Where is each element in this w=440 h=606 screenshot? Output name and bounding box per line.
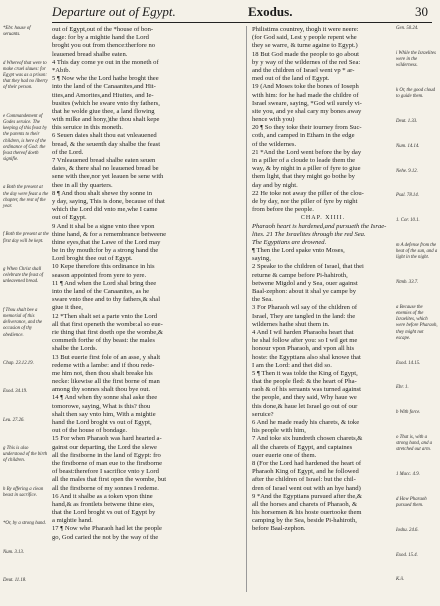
- text-line: sene with thee,nor yet leauen be sene with: [52, 173, 164, 181]
- text-line: 15 For when Pharaoh was hard hearted a-: [52, 435, 162, 443]
- text-line: thine eyes,that the Lawe of the Lord may: [52, 238, 161, 246]
- text-line: all the charets of Egypt, and captaines: [252, 443, 353, 451]
- text-line: tites,and Amorites,and Hiuites, and Ie-: [52, 91, 154, 99]
- margin-note: d How Pharaoh pursued them.: [396, 496, 427, 509]
- text-line: of beast:therefore I sacrifice vnto y Lord: [52, 468, 159, 476]
- text-line: by y way of the wildernes of the red Sea:: [252, 58, 361, 66]
- text-line: honour vpon Pharaoh, and vpon all his: [252, 345, 355, 353]
- margin-note: o That is, with a strong hand, and a stretched out arm.: [396, 434, 433, 453]
- text-line: with milke and hony,)the thou shalt kepe: [52, 116, 160, 124]
- text-line: redeme with a lambe: and if thou rede-: [52, 361, 155, 369]
- text-line: after the children of Israel: but the chil-: [252, 476, 356, 484]
- text-line: 9 And it shal be a signe vnto thee vpon: [52, 222, 155, 230]
- text-line: 12 *Then shalt set a parte vnto the Lord: [52, 312, 158, 320]
- text-line: his horsemen & his hoste ouertooke them: [252, 509, 362, 517]
- text-line: his people with him,: [252, 427, 306, 435]
- text-line: out of the house of bondage.: [52, 427, 128, 435]
- text-line: necke: likewise all the first borne of man: [52, 378, 160, 386]
- text-line: out of Egypt.: [52, 214, 87, 222]
- margin-note: 1. Cor. 10.1.: [396, 218, 420, 224]
- text-line: 8 (For the Lord had hardened the heart of: [252, 459, 362, 467]
- margin-note: Deut. 11.18.: [3, 577, 27, 583]
- margin-note: Ioshu. 24.6.: [396, 527, 419, 533]
- text-line: I am the Lord: and thei did so.: [252, 361, 332, 369]
- margin-note: *Ebr. house of seruants.: [3, 26, 31, 38]
- text-line: into the land of the Canaanites, as he: [52, 288, 150, 295]
- margin-note: 1 Macc. 4.9.: [396, 472, 420, 478]
- margin-note: Ntmb. 33.7.: [396, 280, 419, 286]
- text-line: be in thy mouth:for by a strong hand the: [52, 247, 159, 255]
- text-line: commeth forthe of thy beast: the males: [52, 337, 155, 345]
- text-line: Pharaoh King of Egypt, and he followed: [252, 468, 359, 476]
- text-line: them light, that they might go bothe by: [252, 173, 355, 181]
- text-line: me him not, then thou shalt breake his: [52, 369, 153, 377]
- text-line: rie thing that first doeth ope the wombe,&: [52, 328, 163, 336]
- margin-note: Nehe. 9.12.: [396, 168, 418, 174]
- margin-note: Ebr. 1.: [396, 385, 409, 391]
- text-line: CHAP. XIIII.: [300, 215, 346, 222]
- text-line: de by day, nor the piller of fyre by night: [252, 197, 358, 205]
- margin-note: K.ii.: [396, 577, 405, 583]
- text-line: thee in all thy quarters.: [52, 181, 113, 189]
- text-line: hence with you): [252, 116, 295, 124]
- text-line: day and by night.: [252, 181, 298, 189]
- text-line: 6 And he made ready his charets, & toke: [252, 419, 360, 426]
- text-line: hand,& as frontlets betwene thine eies,: [52, 500, 155, 508]
- text-line: 4 And I wil harden Pharaohs heart that: [252, 328, 354, 336]
- text-line: 5 ¶ Now whe the Lord hathe broght thee: [52, 75, 159, 83]
- text-line: 16 And it shalbe as a token vpon thine: [52, 492, 153, 500]
- text-line: season appointed from yere to yere.: [52, 271, 147, 279]
- margin-note: k Or, the good cloud to guide them.: [396, 87, 436, 100]
- text-line: (for God said, Lest y people repent whe: [252, 34, 357, 42]
- text-line: 4 This day come ye out in the moneth of: [52, 58, 159, 66]
- margin-note: Psal. 78.14.: [396, 193, 419, 199]
- margin-note: a Both the present at the day were feast a the chapter, the rest of the year.: [3, 185, 49, 210]
- text-line: Baal-zephon: about it shal ye campe by: [252, 288, 356, 295]
- text-line: he shal follow after you: so I wil get me: [252, 337, 358, 345]
- margin-note: a Because the enemies of the Israelites, which were before Pharaoh, they might not escape.: [396, 304, 438, 341]
- text-line: dage: for by a mightie hand the Lord: [52, 34, 149, 42]
- text-line: of the Lord.: [52, 148, 84, 156]
- margin-note: Leu. 27.26.: [3, 417, 25, 423]
- text-line: the Sea.: [252, 296, 273, 304]
- text-line: out of Egypt,out of the *house of bon-: [52, 26, 154, 33]
- text-line: 7 Vnleauened bread shalbe eaten seuen: [52, 157, 156, 164]
- text-line: seruice?: [252, 410, 274, 418]
- text-line: 6 Seuen daies shalt thou eat vnleauened: [52, 132, 157, 140]
- text-line: leauened bread shalbe eaten.: [52, 50, 128, 58]
- text-line: lites. 21 The Israelites through the red Sea.: [252, 230, 366, 238]
- margin-note: b With force.: [396, 410, 421, 416]
- text-line: 3 For Pharaoh wil say of the children of: [252, 304, 358, 312]
- text-line: 20 ¶ So they toke their iourney from Suc-: [252, 124, 362, 132]
- text-line: 18 But God made the people to go about: [252, 50, 359, 58]
- text-line: ¶ Then the Lord spake vnto Moses,: [252, 247, 345, 255]
- right-margin-notes: [396, 26, 438, 602]
- text-line: 2 Speake to the children of Israel, that thei: [252, 263, 364, 271]
- margin-note: Num. 3.13.: [3, 549, 25, 555]
- text-line: gainst our departing, the Lord the slewe: [52, 443, 157, 451]
- text-line: tomorowe, saying, What is this? thou: [52, 402, 151, 410]
- column-divider: [246, 26, 247, 592]
- running-header: [52, 4, 432, 20]
- text-line: 8 ¶ And thou shalt shewe thy sonne in: [52, 189, 153, 197]
- page-number: 30: [415, 4, 428, 19]
- margin-note: Exod. 14.15.: [396, 360, 421, 366]
- text-line: busites (which he sware vnto thy fathers,: [52, 99, 160, 107]
- text-line: from before the people.: [252, 206, 314, 214]
- text-line: hand the Lord broght vs out of Egypt,: [52, 419, 152, 426]
- text-line: coth, and camped in Etham in the edge: [252, 132, 355, 140]
- margin-note: i While the Israelites were in the wilderness.: [396, 50, 436, 69]
- text-line: 13 But euerie first fole of an asse, y shalt: [52, 353, 161, 361]
- text-line: thine hand, & for a remembrance betweene: [52, 230, 167, 238]
- margin-note: Gen. 50.24.: [396, 26, 419, 31]
- margin-note: f Thou shalt bee a memorial of this deliverance, and the occasion of thy obedience.: [3, 307, 43, 338]
- text-line: raoh & of his seruants was turned against: [252, 386, 361, 394]
- text-line: way, & by night in a piller of fyre to giue: [252, 165, 361, 173]
- text-line: daies, & there shal no leauened bread be: [52, 165, 159, 173]
- text-line: site you, and ye shal cary my bones away: [252, 107, 362, 115]
- margin-note: m A defense from the heat of the sun, and a light in the night.: [396, 242, 438, 261]
- text-line: saying,: [252, 255, 271, 263]
- text-line: camping by the Sea, beside Pi-hahiroth,: [252, 517, 357, 525]
- margin-note: Exod. 34.19.: [3, 389, 28, 395]
- text-line: 14 ¶ And when thy sonne shal aske thee: [52, 394, 158, 402]
- text-line: The Egyptians are drowned.: [252, 238, 327, 246]
- text-line: giue it thee,: [52, 304, 83, 312]
- margin-note: g When Christ shall celebrate the feast of unleavened bread.: [3, 266, 44, 285]
- text-line: 7 And toke six hundreth chosen charets,&: [252, 435, 363, 443]
- text-line: 5 ¶ Then it was tolde the King of Egypt,: [252, 369, 358, 377]
- text-line: the firstborne of man eue to the firstborne: [52, 459, 163, 467]
- text-line: 22 He toke not away the piller of the clou-: [252, 189, 364, 197]
- text-line: ouer euerie one of them.: [252, 451, 317, 459]
- running-title: Departure out of Egypt.: [52, 4, 176, 19]
- text-line: *Abib.: [52, 66, 71, 74]
- text-line: betwene Migdol and y Sea, ouer against: [252, 279, 358, 287]
- text-line: that the Lord broght vs out of Egypt by: [52, 509, 156, 517]
- text-line: and the children of Israel went vp * ar-: [252, 66, 355, 74]
- text-line: that the people fled: & the heart of Pha-: [252, 378, 357, 386]
- header-rule: [52, 22, 432, 23]
- text-line: Philistims countrey, thogh it were neere:: [252, 26, 359, 33]
- text-line: y day, saying, This is done, because of that: [52, 197, 165, 205]
- text-line: wildernes hathe shut them in.: [252, 320, 330, 328]
- text-line: shalbe the Lords.: [52, 345, 98, 353]
- text-line: bread, & the seuenth day shalbe the feast: [52, 140, 161, 148]
- text-line: in a piller of a cloude to leade them the: [252, 157, 356, 164]
- text-line: returne & campe before Pi-hahiroth,: [252, 271, 348, 279]
- text-line: sware vnto thee and to thy fathers,& shal: [52, 296, 161, 304]
- text-line: into the land of the Canaanites,and Hit-: [52, 83, 156, 91]
- text-line: this done,& haue let Israel go out of our: [252, 402, 358, 410]
- text-line: Israel sweare, saying, *God wil surely vi-: [252, 99, 362, 107]
- margin-note: Deut. 1.33.: [396, 118, 418, 124]
- text-line: before Baal-zephon.: [252, 525, 306, 533]
- text-line: Israel, They are tangled in the land: the: [252, 312, 356, 320]
- left-margin-notes: [3, 26, 49, 606]
- text-line: 9 *And the Egyptians pursued after the,&: [252, 492, 363, 500]
- text-line: 17 ¶ Now whe Pharaoh had let the people: [52, 525, 162, 533]
- text-line: they se warre, & turne againe to Egypt.): [252, 42, 358, 50]
- text-line: all that first openeth the wombe:al so eue-: [52, 320, 163, 328]
- left-text-column: [52, 26, 240, 542]
- text-line: that he wolde giue thee, a land flowing: [52, 107, 155, 115]
- margin-note: *Or, by a strong hand.: [3, 521, 46, 527]
- margin-note: h By offering a clean beast in sacrifice.: [3, 486, 44, 498]
- text-line: with him: for he had made the childre of: [252, 91, 359, 99]
- text-line: among thy sonnes shalt thou bye out.: [52, 386, 150, 394]
- text-line: which the Lord did vnto me,whe I came: [52, 206, 158, 214]
- text-line: all the firstborne in the land of Egypt: fro: [52, 451, 161, 459]
- text-line: 10 Kepe therefore this ordinance in his: [52, 263, 155, 271]
- right-text-column: [252, 26, 394, 534]
- text-line: 21 *And the Lord went before the by day: [252, 148, 362, 156]
- margin-note: e Commandement of Godes seruice. The keeping of this feast by the parents to their children, is here of the ordinance of God: the feast thereof doeth signifie.: [3, 113, 47, 163]
- text-line: of the wildernes.: [252, 140, 297, 148]
- text-line: 19 (And Moses toke the bones of Ioseph: [252, 83, 359, 91]
- margin-note: Num. 14.14.: [396, 143, 420, 149]
- text-line: Lord broght thee out of Egypt.: [52, 255, 133, 263]
- margin-note: Exod. 15.4.: [396, 552, 418, 558]
- margin-note: f Both the present at the first day will be kept.: [3, 232, 49, 244]
- text-line: the people, and they said, Why haue we: [252, 394, 357, 402]
- text-line: shalt then say vnto him, With a mightie: [52, 410, 156, 418]
- text-line: this seruice in this moneth.: [52, 124, 123, 132]
- text-line: all the firstborne of my sonnes I redeme.: [52, 484, 159, 492]
- margin-note: Chap. 23.12.19.: [3, 360, 34, 366]
- text-line: broght you out from thence:therfore no: [52, 42, 156, 50]
- text-line: go, God caried the not by the way of the: [52, 533, 159, 541]
- text-line: med out of the land of Egypt.: [252, 75, 330, 83]
- margin-note: d Whereof that were to make cruel slaues: for Egypt was as a prison: that they had no liberty of their person.: [3, 60, 48, 91]
- text-line: all the horses and charets of Pharaoh, &: [252, 500, 358, 508]
- text-line: all the males that first open the wombe, but: [52, 476, 167, 484]
- text-line: 11 ¶ And when the Lord shal bring thee: [52, 279, 157, 287]
- text-line: dren of Israel went out with an hye hand): [252, 484, 361, 492]
- book-title: Exodus.: [248, 4, 293, 19]
- text-line: Pharaoh heart is hardened,and pursueth the Israe-: [252, 222, 387, 230]
- text-line: hoste: the Egyptians also shal knowe that: [252, 353, 361, 361]
- text-line: a mightie hand.: [52, 517, 93, 525]
- margin-note: g This is also understood of the birth of children.: [3, 445, 48, 464]
